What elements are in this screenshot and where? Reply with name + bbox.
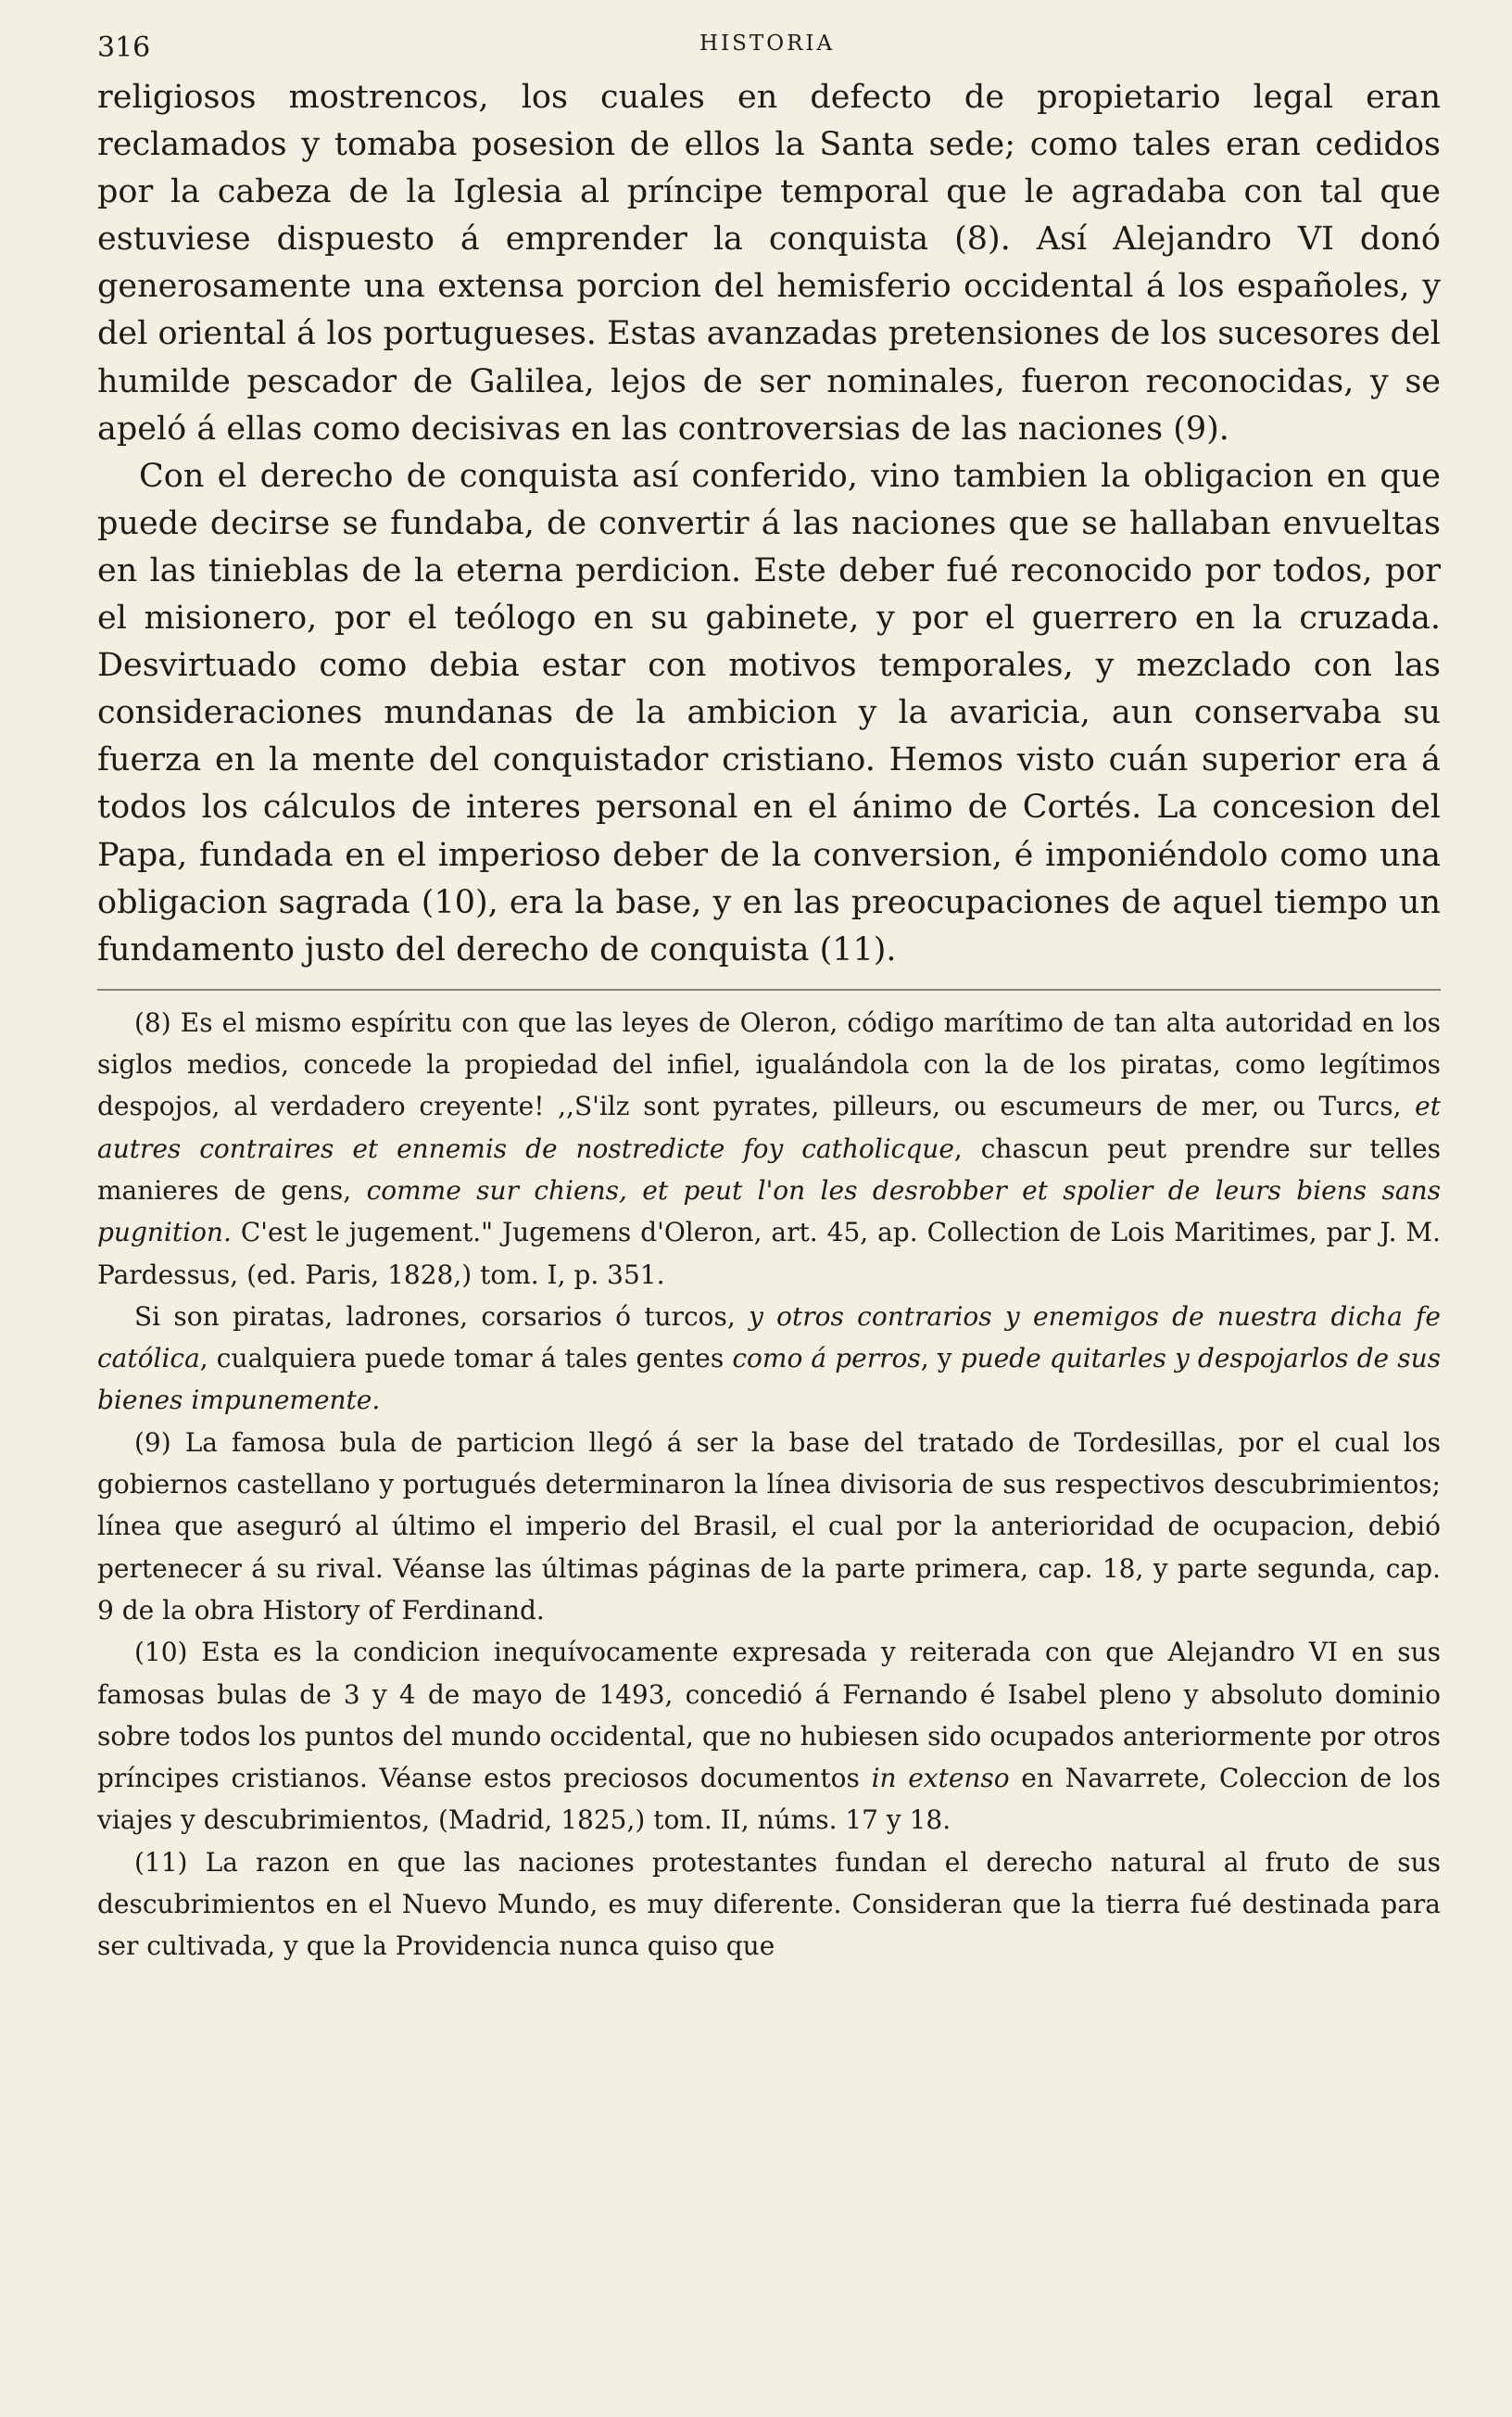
book-page — [97, 26, 1441, 1968]
page-number: 316 — [97, 32, 151, 64]
footnote-10-italic: in extenso — [871, 1763, 1010, 1794]
footnote-10-text: (10) Esta es la condicion inequívocamente expresada y reiterada con que Alejandro VI en sus famosas bulas de 3 y 4 de mayo de 1493, concedió á Fernando é Isabel pleno y absoluto dominio sobre todos los puntos del mundo occidental, que no hubiesen sido ocupados anteriormente por otros príncipes cristianos. Véanse estos preciosos documentos — [97, 1637, 1441, 1794]
footnote-divider — [97, 989, 1441, 991]
main-text — [97, 74, 1441, 974]
footnote-8-text: , y — [920, 1343, 961, 1374]
footnote-8-text: Si son piratas, ladrones, corsarios ó turcos, — [134, 1300, 750, 1332]
footnote-8-text: C'est le jugement." Jugemens d'Oleron, art. 45, ap. Collection de Lois Maritimes, par J. M. Pardessus, (ed. Paris, 1828,) tom. I, p. 351. — [97, 1217, 1441, 1290]
footnote-10 — [97, 1631, 1441, 1841]
footnote-8-text: , chascun peut prendre sur telles manieres de gens, — [97, 1133, 1441, 1206]
footnote-8-italic: como á perros — [732, 1343, 921, 1374]
footnote-8-italic: puede quitarles y despojarlos de sus bienes impunemente. — [97, 1343, 1441, 1416]
footnote-8-italic: y otros contrarios y enemigos de nuestra dicha fe católica — [97, 1300, 1441, 1374]
footnote-8-text: , cualquiera puede tomar á tales gentes — [199, 1343, 733, 1374]
footnote-9: (9) La famosa bula de particion llegó á ser la base del tratado de Tordesillas, por el cual los gobiernos castellano y portugués determinaron la línea divisoria de sus respectivos descubrimientos; línea que aseguró al último el imperio del Brasil, el cual por la anterioridad de ocupacion, debió pertenecer á su rival. Véanse las últimas páginas de la parte primera, cap. 18, y parte segunda, cap. 9 de la obra History of Ferdinand. — [97, 1426, 1441, 1626]
footnote-8-text: (8) Es el mismo espíritu con que las leyes de Oleron, código marítimo de tan alta autoridad en los siglos medios, concede la propiedad del infiel, igualándola con la de los piratas, como legítimos despojos, al verdadero creyente! ,,S'ilz sont pyrates, pilleurs, ou escumeurs de mer, ou Turcs, — [97, 1006, 1441, 1122]
footnote-11: (11) La razon en que las naciones protestantes fundan el derecho natural al fruto de sus descubrimientos en el Nuevo Mundo, es muy diferente. Consideran que la tierra fué destinada para ser cultivada, y que la Providencia nunca quiso que — [97, 1846, 1441, 1962]
footnote-8 — [97, 1002, 1441, 1296]
paragraph-2: Con el derecho de conquista así conferido, vino tambien la obligacion en que puede decirse se fundaba, de convertir á las naciones que se hallaban envueltas en las tinieblas de la eterna perdicion. Este deber fué reconocido por todos, por el misionero, por el teólogo en su gabinete, y por el guerrero en la cruzada. Desvirtuado como debia estar con motivos temporales, y mezclado con las consideraciones mundanas de la ambicion y la avaricia, aun conservaba su fuerza en la mente del conquistador cristiano. Hemos visto cuán superior era á todos los cálculos de interes personal en el ánimo de Cortés. La concesion del Papa, fundada en el imperioso deber de la conversion, é imponiéndolo como una obligacion sagrada (10), era la base, y en las preocupaciones de aquel tiempo un fundamento justo del derecho de conquista (11). — [97, 457, 1441, 968]
footnote-10-text: en Navarrete, Coleccion de los viajes y descubrimientos, (Madrid, 1825,) tom. II, núms. 17 y 18. — [97, 1763, 1441, 1836]
paragraph-1: religiosos mostrencos, los cuales en defecto de propietario legal eran reclamados y tomaba posesion de ellos la Santa sede; como tales eran cedidos por la cabeza de la Iglesia al príncipe temporal que le agradaba con tal que estuviese dispuesto á emprender la conquista (8). Así Alejandro VI donó generosamente una extensa porcion del hemisferio occidental á los españoles, y del oriental á los portugueses. Estas avanzadas pretensiones de los sucesores del humilde pescador de Galilea, lejos de ser nominales, fueron reconocidas, y se apeló á ellas como decisivas en las controversias de las naciones (9). — [97, 79, 1441, 448]
footnote-8-italic: comme sur chiens, et peut l'on les desrobber et spolier de leurs biens sans pugnition. — [97, 1174, 1442, 1248]
running-title: HISTORIA — [699, 32, 836, 56]
footnote-8-italic: et autres contraires et ennemis de nostredicte foy catholicque — [97, 1091, 1441, 1164]
running-head — [97, 26, 1441, 74]
footnote-8-translation — [97, 1296, 1441, 1422]
footnotes — [97, 1002, 1441, 1968]
